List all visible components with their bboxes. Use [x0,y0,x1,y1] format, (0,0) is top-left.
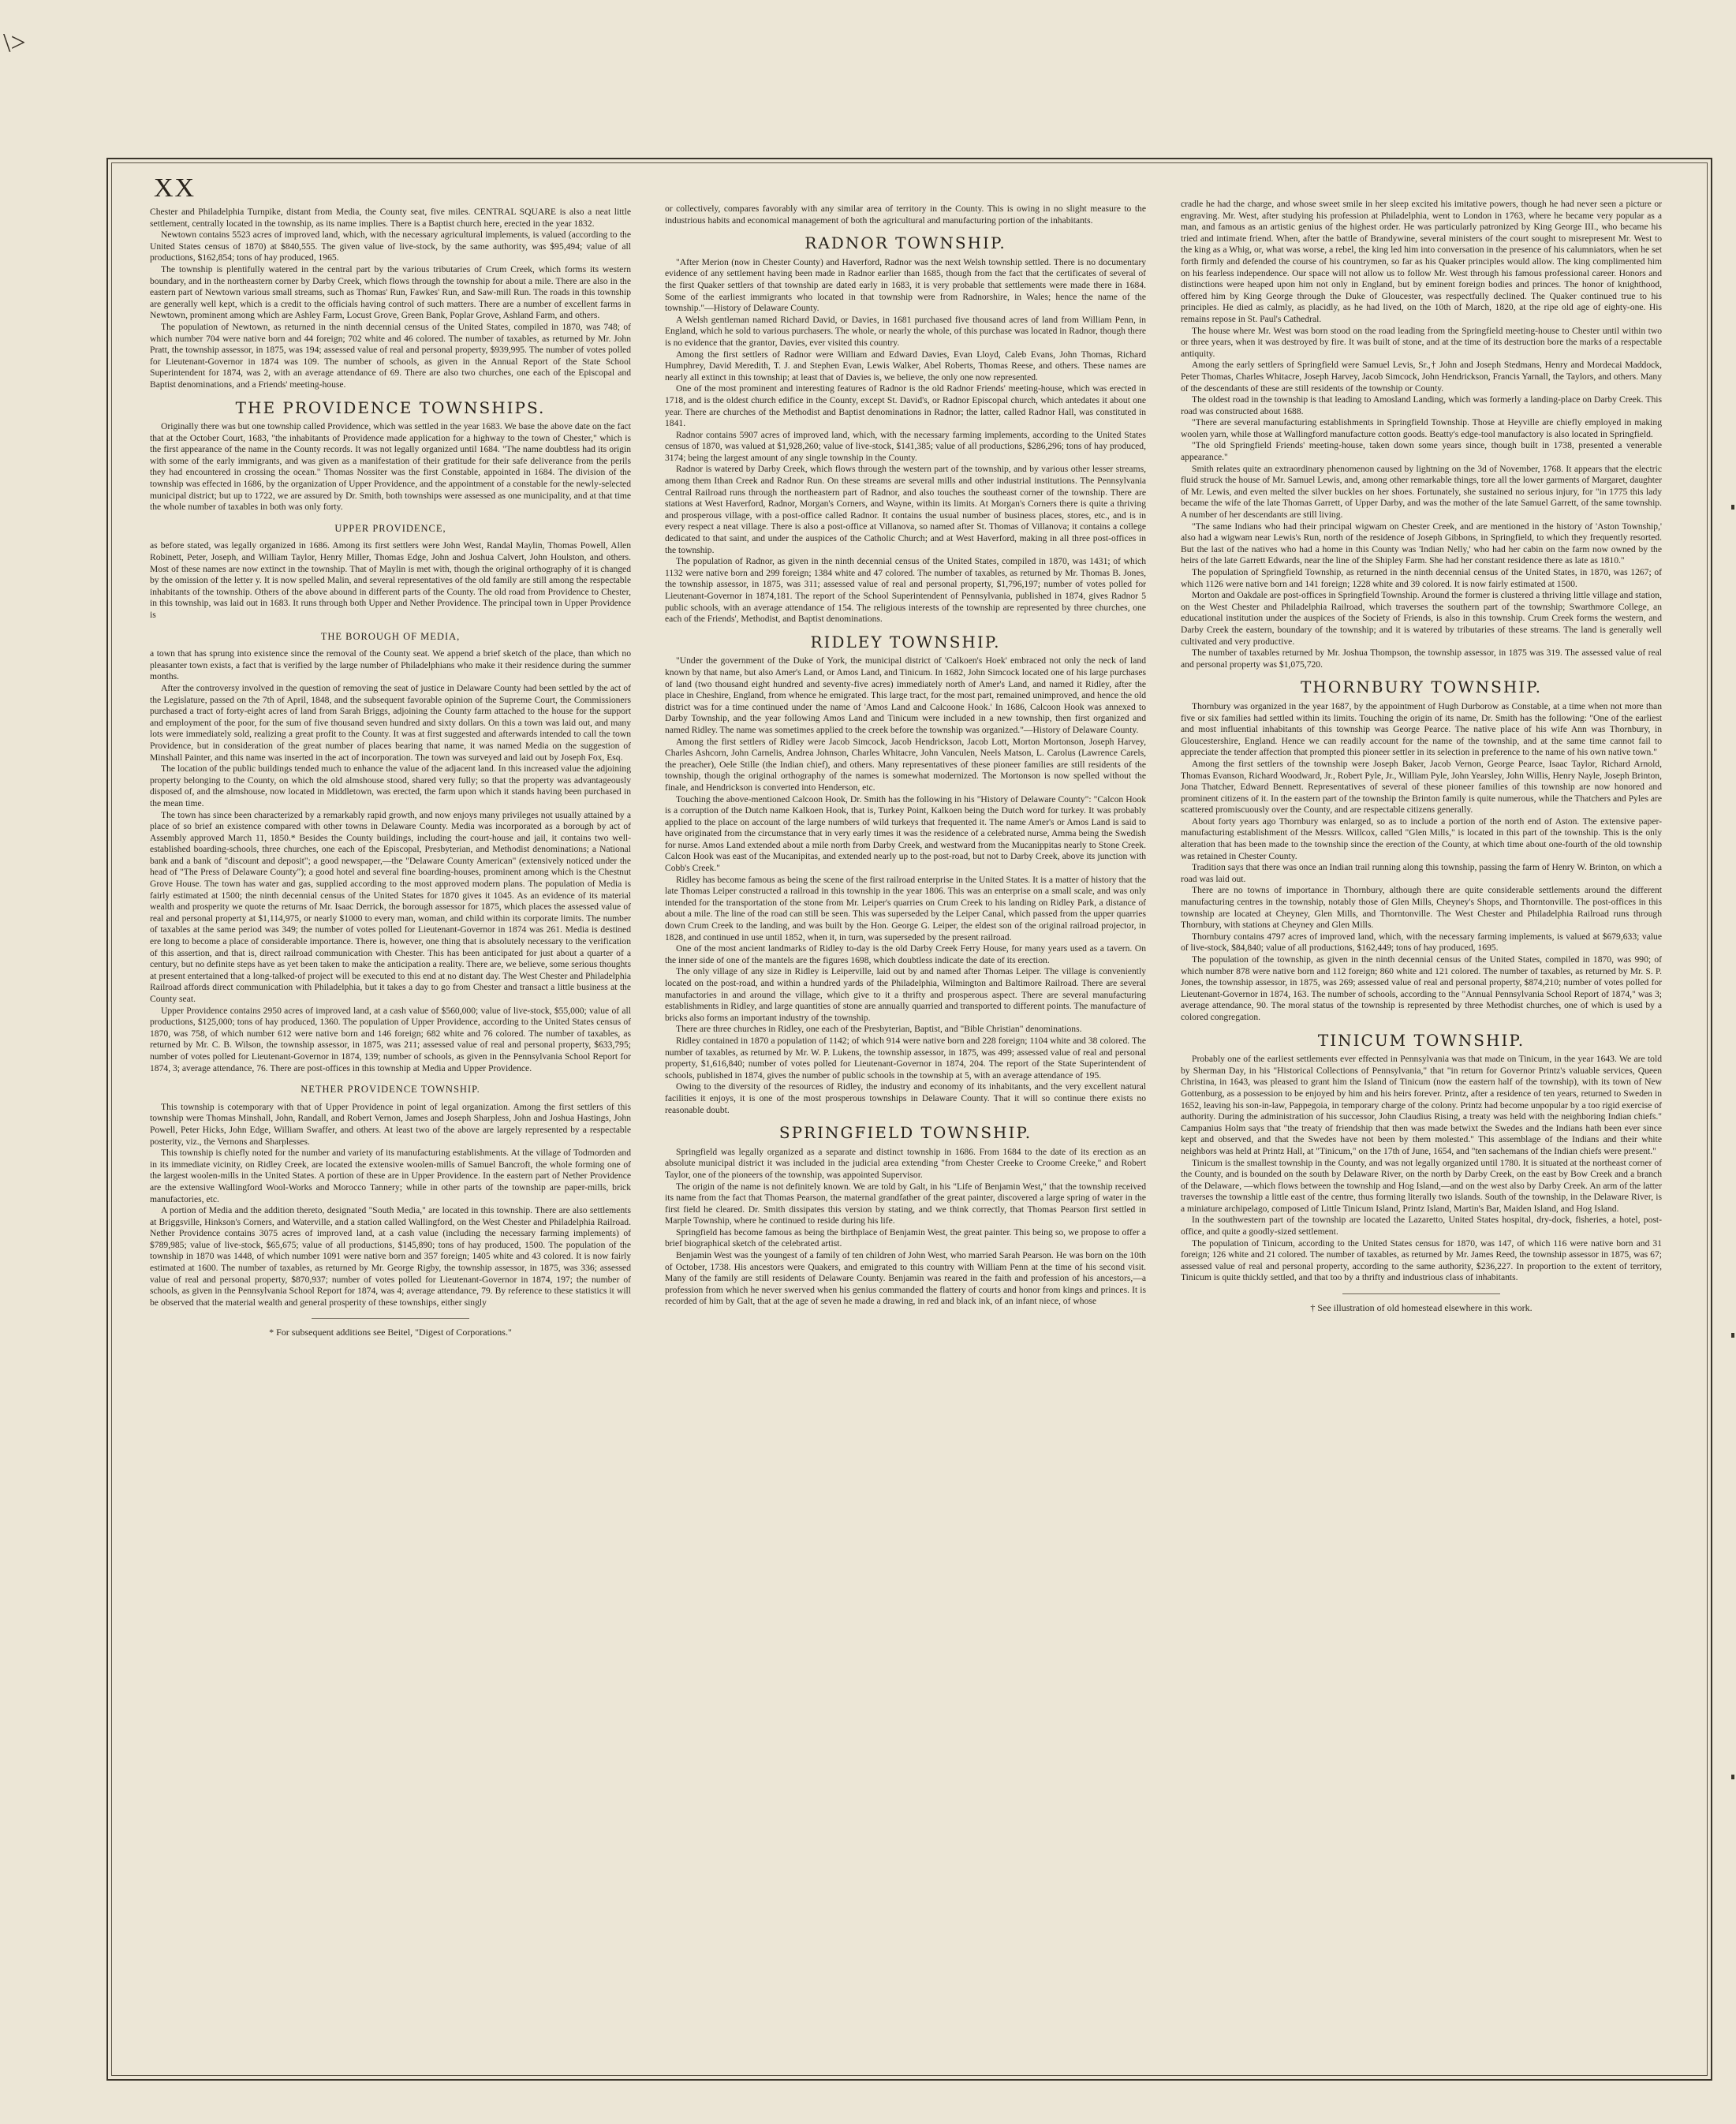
column-2 [665,203,1146,2018]
column-3 [1181,199,1662,2013]
paragraph: "After Merion (now in Chester County) and Haverford, Radnor was the next Welsh township settled. There is no documentary evidence of any settlement having been made in Radnor earlier than 1685, though from the fact that the certificates of several of the first Quaker settlers of that township are dated early in 1683, it is very probable that settlements were made there in 1684. Some of the earliest immigrants who located in that township were from Radnorshire, in Wales; hence the name of the township."—History of Delaware County. [665,256,1146,314]
column-1 [150,207,631,2021]
paragraph: Newtown contains 5523 acres of improved land, which, with the necessary agricultural implements, is valued (according to the United States census of 1870) at $840,555. The given value of live-stock, by the same authority, was $95,494; value of all productions, $162,854; tons of hay produced, 1965. [150,230,631,263]
paragraph: The town has since been characterized by a remarkably rapid growth, and now enjoys many privileges not usually attained by a place of so brief an existence compared with other towns in Delaware County. Media was incorporated as a borough by act of Assembly approved March 11, 1850.* Besides the County buildings, including the court-house and jail, it contains two well-established boarding-schools, three churches, one each of the Episcopal, Presbyterian, and Methodist denominations; a National bank and a bank of "discount and deposit"; a good newspaper,—the "Delaware County American" (extensively noticed under the head of "The Press of Delaware County"); a good hotel and several fine boarding-houses, prominent among which is the Chestnut Grove House. The town has water and gas, supplied according to the most approved modern plans. The population of Media is fairly estimated at 1500; the ninth decennial census of the United States for 1870 gives it 1045. As an evidence of its material wealth and prosperity we quote the returns of Mr. Isaac Derrick, the borough assessor for 1875, which places the assessed value of real and personal property at $1,114,975, or nearly $1000 to every man, woman, and child within its corporate limits. The number of taxables at the same period was 349; the number of votes polled for Lieutenant-Governor in 1874 was 261. Media is destined ere long to become a place of considerable importance. There is, however, one thing that is absolutely necessary to the verification of this assertion, and that is, direct railroad communication with Chester. This has been anticipated for just about a quarter of a century, but no definite steps have as yet been taken to make the anticipation a reality. There are, we believe, some serious thoughts at present entertained that a long-talked-of project will be executed to this end at no distant day. The West Chester and Philadelphia Railroad affords direct communication with Philadelphia, but it takes a day to go from Chester and transact a little business at the County seat. [150,809,631,1004]
paragraph: The township is plentifully watered in the central part by the various tributaries of Crum Creek, which forms its western boundary, and in the northeastern corner by Darby Creek, which flows through the township for about a mile. There are also in the eastern part of Newtown various small streams, such as Thomas' Run, Fawkes' Run, and Saw-mill Run. The roads in this township are generally well kept, which is a credit to the officials having control of such matters. There are a number of excellent farms in Newtown, prominent among which are Ashley Farm, Locust Grove, Green Bank, Poplar Grove, Ashland Farm, and others. [150,263,631,321]
paragraph: One of the most ancient landmarks of Ridley to-day is the old Darby Creek Ferry House, for many years used as a tavern. On the inner side of one of the mantels are the figures 1698, which doubtless indicate the date of its erection. [665,943,1146,965]
paragraph: or collectively, compares favorably with any similar area of territory in the County. This is owing in no slight measure to the industrious habits and economical management of both the agricultural and manufacturing portion of the inhabitants. [665,203,1146,226]
paragraph: Tradition says that there was once an Indian trail running along this township, passing the farm of Henry W. Brinton, on which a road was laid out. [1181,862,1662,884]
paragraph: The only village of any size in Ridley is Leiperville, laid out by and named after Thomas Leiper. The village is conveniently located on the post-road, and within a hundred yards of the Philadelphia, Wilmington and Baltimore Railroad. There are several manufactories in and around the village, which give to it a thrifty and prosperous aspect. There are several manufacturing establishments in Ridley, and large quantities of stone are annually quarried and transported to different points. The manufacture of bricks also forms an important industry of the township. [665,966,1146,1023]
paragraph: Among the first settlers of Radnor were William and Edward Davies, Evan Lloyd, Caleb Evans, John Thomas, Richard Humphrey, David Meredith, T. J. and Stephen Evan, Lewis Walker, Abel Roberts, Thomas Reese, and others. These names are nearly all extinct in this township; at least that of Davies is, we believe, the only one now represented. [665,349,1146,383]
paragraph: Radnor contains 5907 acres of improved land, which, with the necessary farming implements, according to the United States census of 1870, was valued at $1,928,260; value of live-stock, $141,385; value of all productions, $286,296; tons of hay produced, 3174; being the largest amount of any single township in the County. [665,429,1146,463]
paragraph: Benjamin West was the youngest of a family of ten children of John West, who married Sarah Pearson. He was born on the 10th of October, 1738. His ancestors were Quakers, and emigrated to this country with William Penn at the time of his second visit. Many of the family are still residents of Delaware County. Benjamin was reared in the faith and profession of his ancestors,—a profession from which he never swerved when his genius commanded the flattery of courts and honor from kings and princes. It is recorded of him by Galt, that at the age of seven he made a drawing, in red and black ink, of an infant niece, of whose [665,1250,1146,1307]
paragraph: There are no towns of importance in Thornbury, although there are quite considerable settlements around the different manufacturing centres in the township, notably those of Glen Mills, Cheyney's Shops, and Thorntonville. The post-offices in this township are located at Cheyney, Glen Mills, and Thorntonville. The West Chester and Philadelphia Railroad runs through Thornbury, with stations at Cheyney and Glen Mills. [1181,885,1662,931]
paragraph: Among the first settlers of the township were Joseph Baker, Jacob Vernon, George Pearce, Isaac Taylor, Richard Arnold, Thomas Evanson, Richard Woodward, Jr., Robert Pyle, Jr., William Pyle, John Yearsley, John Willis, Henry Nayle, Joseph Brinton, Jona Thatcher, Edward Bennett. Representatives of several of these pioneer families of this township are now honored and prominent citizens of it. In the eastern part of the township the Brinton family is quite numerous, while the Thatchers and Pyles are scattered promiscuously over the County, and are respectable citizens generally. [1181,758,1662,816]
paragraph: One of the most prominent and interesting features of Radnor is the old Radnor Friends' meeting-house, which was erected in 1718, and is the oldest church edifice in the County, except St. David's, or Radnor Episcopal church, which antedates it about one year. There are churches of the Methodist and Baptist denominations in Radnor; the latter, called Radnor Hall, was constituted in 1841. [665,383,1146,429]
paragraph: Morton and Oakdale are post-offices in Springfield Township. Around the former is clustered a thriving little village and station, on the West Chester and Philadelphia Railroad, which traverses the southern part of the township; Swarthmore College, an educational institution under the auspices of the Society of Friends, is also in this township. Crum Creek forms the western, and Darby Creek the eastern, boundary of the township; and it is watered by tributaries of these streams. The land is generally well cultivated and very productive. [1181,590,1662,647]
margin-mark [1731,505,1734,510]
paragraph: cradle he had the charge, and whose sweet smile in her sleep excited his imitative powers, though he had never seen a picture or engraving. Mr. West, after studying his profession at Philadelphia, went to London in 1763, where he became very popular as a man, and famous as an artistic genius of the highest order. He was particularly patronized by King George III., who became his tried and intimate friend. When, after the battle of Brandywine, several ministers of the court sought to misrepresent Mr. West to the king as a Whig, or, what was worse, a rebel, the king led him into conversation in the presence of his calumniators, when he set forth firmly and defended the course of his countrymen, so far as his Quaker principles would allow. The king complimented him on his fearless independence. Our space will not allow us to follow Mr. West through his famous professional career. Honors and distinctions were heaped upon him not only in England, but by eminent foreign bodies and princes. The honor of knighthood, offered him by King George through the Duke of Gloucester, was respectfully declined. The Quaker continued true to his principles. He died as calmly, as placidly, as he had lived, on the 10th of March, 1820, at the ripe old age of eighty-one. His remains repose in St. Paul's Cathedral. [1181,199,1662,324]
section-heading: THE PROVIDENCE TOWNSHIPS. [235,398,546,417]
paragraph: Tinicum is the smallest township in the County, and was not legally organized until 1780. It is situated at the northeast corner of the County, and is bounded on the south by Delaware River, on the north by Darby Creek, on the east by Bow Creek and a branch of the Delaware, —which flows between the township and Hog Island,—and on the west also by Darby Creek. An arm of the latter traverses the township a little east of the centre, thus forming literally two islands. South of the township, in the Delaware River, is a miniature archipelago, composed of Little Tinicum Island, Printz Island, Martin's Bar, Maiden Island, and Hog Island. [1181,1157,1662,1214]
paragraph: Originally there was but one township called Providence, which was settled in the year 1683. We base the above date on the fact that at the October Court, 1683, "the inhabitants of Providence made application for a highway to the town of Chester," which is the first appearance of the name in the County records. It was not legally organized until 1684. "The name doubtless had its origin with some of the early immigrants, and was given as a manifestation of their gratitude for their safe deliverance from the perils they had encountered in crossing the ocean." Thomas Nossiter was the first Constable, appointed in 1684. The division of the township was effected in 1686, by the organization of Upper Providence, and the appointment of a constable for the newly-selected municipal district; but up to 1722, we are assured by Dr. Smith, both townships were assessed as one municipality, and at that time the whole number of taxables in both was only forty. [150,421,631,513]
paragraph: The population of Tinicum, according to the United States census for 1870, was 147, of which 116 were native born and 31 foreign; 126 white and 21 colored. The number of taxables, as returned by Mr. James Reed, the township assessor in 1875, was 67; assessed value of real and personal property, according to the same authority, $236,227. In proportion to the extent of territory, Tinicum is quite thickly settled, and that too by a thrifty and industrious class of inhabitants. [1181,1237,1662,1283]
paragraph: as before stated, was legally organized in 1686. Among its first settlers were John West, Randal Maylin, Thomas Powell, Allen Robinett, Peter, Joseph, and William Taylor, Henry Miller, Thomas Edge, John and Joshua Calvert, John Houlston, and others. Most of these names are now extinct in the township. That of Maylin is met with, though the original orthography of it is changed by the omission of the letter y. It is now spelled Malin, and several representatives of the old family are still among the respectable inhabitants of the township. Others of the above abound in different parts of the County. The old road from Providence to Chester, in this township, was laid out in 1683. It runs through both Upper and Nether Providence. The principal town in Upper Providence is [150,540,631,620]
paragraph: This township is cotemporary with that of Upper Providence in point of legal organization. Among the first settlers of this township were Thomas Minshall, John, Randall, and Robert Vernon, James and Joseph Sharpless, John and Joshua Hastings, John Powell, Peter Hicks, John Edge, William Swaffer, and others. At least two of the above are largely represented by a respectable posterity, viz., the Vernons and Sharplesses. [150,1101,631,1147]
paragraph: About forty years ago Thornbury was enlarged, so as to include a portion of the north end of Aston. The extensive paper-manufacturing establishment of the Messrs. Willcox, called "Glen Mills," is located in this part of the township. This is the only alteration that has been made to the township since the erection of the County, at which time about one-fourth of the old township was retained in Chester County. [1181,816,1662,861]
paragraph: Springfield was legally organized as a separate and distinct township in 1686. From 1684 to the date of its erection as an absolute municipal district it was included in the judicial area extending "from Chester Creeke to Croome Creeke," and Robert Taylor, one of the pioneers of the township, was appointed Supervisor. [665,1146,1146,1180]
paragraph: The population of Radnor, as given in the ninth decennial census of the United States, compiled in 1870, was 1431; of which 1132 were native born and 299 foreign; 1384 white and 47 colored. The number of taxables, as returned by Mr. Thomas B. Jones, the township assessor, in 1875, was 311; assessed value of real and personal property, $1,796,197; number of votes polled for Lieutenant-Governor in 1874,181. The report of the School Superintendent of Pennsylvania, published in 1874, gives Radnor 5 public schools, with an average attendance of 154. The religious interests of the township are represented by three churches, one each of the Friends', Methodist, and Baptist denominations. [665,556,1146,625]
corner-mark: \> [3,28,26,58]
paragraph: Smith relates quite an extraordinary phenomenon caused by lightning on the 3d of November, 1768. It appears that the electric fluid struck the house of Mr. Samuel Lewis, and, among other remarkable things, tore all the lower garments of Margaret, daughter of Mr. Lewis, and even melted the silver buckles on her shoes. Fortunately, she sustained no serious injury, for "in 1775 this lady became the wife of the late Thomas Garrett, of Upper Darby, and was the mother of the late Samuel Garrett, of the same township. A number of her descendants are still living. [1181,463,1662,521]
section-heading: RIDLEY TOWNSHIP. [810,632,1001,651]
paragraph: The oldest road in the township is that leading to Amosland Landing, which was formerly a landing-place on Darby Creek. This road was constructed about 1688. [1181,394,1662,416]
paragraph: a town that has sprung into existence since the removal of the County seat. We append a brief sketch of the place, than which no pleasanter town exists, a fact that is verified by the large number of Philadelphians who make it their residence during the summer months. [150,648,631,682]
section-heading: TINICUM TOWNSHIP. [1317,1030,1525,1050]
paragraph: The house where Mr. West was born stood on the road leading from the Springfield meeting-house to Chester until within two or three years, when it was destroyed by fire. It was built of stone, and at the time of its destruction bore the marks of a respectable antiquity. [1181,325,1662,359]
paragraph: In the southwestern part of the township are located the Lazaretto, United States hospital, dry-dock, fisheries, a hotel, post-office, and quite a goodly-sized settlement. [1181,1215,1662,1237]
page-number: XX [154,174,196,203]
paragraph: The origin of the name is not definitely known. We are told by Galt, in his "Life of Benjamin West," that the township received its name from the fact that Thomas Pearson, the maternal grandfather of the great painter, discovered a large spring of water in the first field he cleared. Dr. Smith dissipates this version by stating, and we think correctly, that Thomas Pearson first settled in Marple Township, where he continued to reside during his life. [665,1181,1146,1226]
section-heading: RADNOR TOWNSHIP. [805,233,1006,253]
paragraph: The number of taxables returned by Mr. Joshua Thompson, the township assessor, in 1875 was 319. The assessed value of real and personal property was $1,075,720. [1181,648,1662,670]
footnote-rule [1342,1293,1500,1294]
section-heading: THORNBURY TOWNSHIP. [1301,678,1542,697]
footnote-rule [312,1318,469,1319]
section-heading: SPRINGFIELD TOWNSHIP. [778,1123,1032,1143]
paragraph: Springfield has become famous as being the birthplace of Benjamin West, the great painter. This being so, we propose to offer a brief biographical sketch of the celebrated artist. [665,1226,1146,1249]
paragraph: The population of Newtown, as returned in the ninth decennial census of the United States, compiled in 1870, was 748; of which number 704 were native born and 44 foreign; 702 white and 46 colored. The number of taxables, as returned by Mr. John Pratt, the township assessor, in 1875, was 194; assessed value of real and personal property, $939,995. The number of votes polled for Lieutenant-Governor in 1874 was 109. The number of schools, as given in the Annual Report of the State School Superintendent for 1874, was 2, with an average attendance of 69. There are also two churches, one each of the Episcopal and Baptist denominations, and a Friends' meeting-house. [150,321,631,390]
footnote: † See illustration of old homestead elsewhere in this work. [1310,1302,1533,1314]
paragraph: "The old Springfield Friends' meeting-house, taken down some years since, though built in 1738, presented a venerable appearance." [1181,440,1662,463]
paragraph: Among the early settlers of Springfield were Samuel Levis, Sr.,† John and Joseph Stedmans, Henry and Mordecai Maddock, Peter Thomas, Charles Whitacre, Joseph Harvey, Jacob Simcock, John Hendrickson, Francis Yarnall, the Taylors, and others. Many of the descendants of these are still residents of the township or County. [1181,360,1662,394]
paragraph: Radnor is watered by Darby Creek, which flows through the western part of the township, and by various other lesser streams, among them Ithan Creek and Radnor Run. On these streams are several mills and other industrial institutions. The Pennsylvania Central Railroad runs through the northeastern part of Radnor, and also touches the southeast corner of the township. There are stations at West Haverford, Radnor, Morgan's Corners, and Wayne, within its limits. At Morgan's Corners there is quite a thriving and prosperous village, with a post-office called Radnor. It contains the usual number of business places, stores, etc., and is in every respect a neat village. There is also a post-office at Villanova, so named after St. Thomas of Villanova; it contains a college dedicated to that saint, and under the auspices of the Catholic Church; and at West Haverford, making in all three post-offices in the township. [665,464,1146,555]
subsection-heading: NETHER PROVIDENCE TOWNSHIP. [301,1084,480,1096]
subsection-heading: THE BOROUGH OF MEDIA, [320,630,461,642]
subsection-heading: UPPER PROVIDENCE, [334,522,446,534]
paragraph: A Welsh gentleman named Richard David, or Davies, in 1681 purchased five thousand acres of land from William Penn, in England, which he sold to various purchasers. The whole, or nearly the whole, of this purchase was located in Radnor, though there is no evidence that the grantor, Davies, ever visited this country. [665,314,1146,348]
footnote: * For subsequent additions see Beitel, "Digest of Corporations." [269,1327,512,1338]
paragraph: Touching the above-mentioned Calcoon Hook, Dr. Smith has the following in his "History of Delaware County": "Calcon Hook is a corruption of the Dutch name Kalkoen Hook, that is, Turkey Point, Kalkoen being the Dutch word for turkey. It was probably applied to the place on account of the large numbers of wild turkeys that frequented it. The name Amer's or Amos Land is said to have originated from the circumstance that in very early times it was the residence of a celebrated nurse, Amma being the Swedish for nurse. Amos Land extended about a mile north from Darby Creek, and westward from the Mucanippitas nearly to Stone Creek. Calcon Hook was east of the Mucanipitas, and extended nearly up to the post-road, but not to Darby Creek, above its junction with Cobb's Creek." [665,793,1146,874]
paragraph: "Under the government of the Duke of York, the municipal district of 'Calkoen's Hoek' embraced not only the neck of land known by that name, but also Amer's Land, or Amos Land, and Tinicum. In 1682, John Simcock located one of his large purchases of land (two thousand eight hundred and seventy-five acres) immediately north of Amer's Land, and named it Ridley, after the place in Cheshire, England, from whence he emigrated. This large tract, for the most part, remained unimproved, and hence the old district was for a time continued under the name of 'Amos Land and Calcoone Hook.' In 1686, Calcoon Hook was annexed to Darby Township, and the year following Amos Land and Tinicum were included in a new township, then first organized and named Ridley. The name was sometimes applied to the creek before the township was organized."—History of Delaware County. [665,655,1146,735]
paragraph: Ridley has become famous as being the scene of the first railroad enterprise in the United States. It is a matter of history that the late Thomas Leiper constructed a railroad in this township in the year 1806. This was an enterprise on a small scale, and was only intended for the transportation of the stone from Mr. Leiper's quarries on Crum Creek to his landing on Ridley Park, a distance of about a mile. The line of the road can still be seen. This was superseded by the Leiper Canal, which passed from the upper quarries down Crum Creek to the landing, and was built by the Hon. George G. Leiper, the eldest son of the original railroad projector, in 1828, and continued in use until 1852, when it, in turn, was superseded by the present railroad. [665,874,1146,943]
paragraph: Upper Providence contains 2950 acres of improved land, at a cash value of $560,000; value of live-stock, $55,000; value of all productions, $125,000; tons of hay produced, 1360. The population of Upper Providence, according to the United States census of 1870, was 758, of which number 612 were native born and 146 foreign; 682 white and 76 colored. The number of taxables, as returned by Mr. C. B. Wilson, the township assessor, in 1875, was 211; assessed value of real and personal property, $633,795; number of votes polled for Lieutenant-Governor in 1874, 139; number of schools, as given in the Pennsylvania School Report for 1874, 3; average attendance, 76. There are post-offices in this township at Media and Upper Providence. [150,1005,631,1073]
paragraph: After the controversy involved in the question of removing the seat of justice in Delaware County had been settled by the act of the Legislature, passed on the 7th of April, 1848, and the subsequent favorable opinion of the Supreme Court, the Commissioners purchased a tract of forty-eight acres of land from Sarah Briggs, adjoining the County farm attached to the house for the support and employment of the poor, for the sum of five thousand seven hundred and sixty dollars. On this a town was laid out, and many lots were immediately sold, realizing a great profit to the County. It was at first suggested and afterwards intended to call the town Providence, but in consideration of the great number of places bearing that name, it was named Media on the suggestion of Minshall Painter, and this name was inserted in the act of incorporation. The town was surveyed and laid out by Joseph Fox, Esq. [150,682,631,763]
paragraph: Thornbury contains 4797 acres of improved land, which, with the necessary farming implements, is valued at $679,633; value of live-stock, $84,840; value of all productions, $162,449; tons of hay produced, 1695. [1181,931,1662,954]
paragraph: Chester and Philadelphia Turnpike, distant from Media, the County seat, five miles. CENTRAL SQUARE is also a neat little settlement, centrally located in the township, as its name implies. There is a Baptist church here, erected in the year 1832. [150,207,631,229]
paragraph: Ridley contained in 1870 a population of 1142; of which 914 were native born and 228 foreign; 1104 white and 38 colored. The number of taxables, as returned by Mr. W. P. Lukens, the township assessor, in 1875, was 499; assessed value of real and personal property, $1,616,840; number of votes polled for Lieutenant-Governor in 1874, 204. The report of the State Superintendent of schools, published in 1874, gives the number of public schools in the township at 5, with an average attendance of 195. [665,1035,1146,1081]
margin-mark [1731,1775,1734,1779]
paragraph: The location of the public buildings tended much to enhance the value of the adjacent land. In this increased value the adjoining property belonging to the County, on which the old almshouse stood, shared very fully; so that the property was advantageously disposed of, and the almshouse, now located in Middletown, was erected, the farm upon which it stands having been purchased in the mean time. [150,763,631,808]
margin-mark [1731,1333,1734,1338]
paragraph: Among the first settlers of Ridley were Jacob Simcock, Jacob Hendrickson, Jacob Lott, Morton Mortonson, Joseph Harvey, Charles Ashcorn, John Carnelis, Andrea Johnson, Charles Whitacre, John Vanculen, Neels Matson, L. Carolus (Lawrence Carels, the preacher), Oele Stille (the Indian chief), and others. Many representatives of these pioneer families are still residents of the township, though the original orthography of the names is somewhat modernized. The Mortonson is now spelled without the finale, and Hendrickson is converted into Henderson, etc. [665,736,1146,793]
paragraph: Owing to the diversity of the resources of Ridley, the industry and economy of its inhabitants, and the very excellent natural facilities it enjoys, it is one of the most prosperous townships in Delaware County. That it will so continue there exists no reasonable doubt. [665,1081,1146,1115]
paragraph: "The same Indians who had their principal wigwam on Chester Creek, and are mentioned in the history of 'Aston Township,' also had a wigwam near Lewis's Run, north of the residence of Joseph Gibbons, in Springfield, to which they frequently resorted. But the last of the natives who had a home in this County was 'Indian Nelly,' who had her cabin on the farm now owned by the heirs of the late Garrett Edwards, near the line of the Shipley Farm. She had her constant residence there as late as 1810." [1181,521,1662,566]
paragraph: The population of Springfield Township, as returned in the ninth decennial census of the United States, in 1870, was 1267; of which 1126 were native born and 141 foreign; 1228 white and 39 colored. It is now fairly estimated at 1500. [1181,567,1662,589]
paragraph: "There are several manufacturing establishments in Springfield Township. Those at Heyville are chiefly employed in making woolen yarn, while those at Wallingford manufacture cotton goods. Beatty's edge-tool manufactory is also located in Springfield. [1181,417,1662,439]
paragraph: Thornbury was organized in the year 1687, by the appointment of Hugh Durborow as Constable, at a time when not more than five or six families had settled within its limits. Touching the origin of its name, Dr. Smith has the following: "One of the earliest and most influential inhabitants of this township was George Pearce. The native place of his wife Ann was Thornbury, in Gloucestershire, England. Hence we can readily account for the name of the township, and at the same time cannot fail to appreciate the tender affection that prompted this pioneer settler in its selection in preference to the name of his own native town." [1181,700,1662,758]
paragraph: There are three churches in Ridley, one each of the Presbyterian, Baptist, and "Bible Christian" denominations. [676,1024,1082,1035]
paragraph: A portion of Media and the addition thereto, designated "South Media," are located in this township. There are also settlements at Briggsville, Hinkson's Corners, and Waterville, and a station called Wallingford, on the West Chester and Philadelphia Railroad. Nether Providence contains 3075 acres of improved land, at a cash value (including the necessary farming implements) of $789,985; value of live-stock, $65,675; value of all productions, $145,890; tons of hay produced, 1500. The population of the township in 1870 was 1448, of which number 1091 were native born and 357 foreign; 1405 white and 43 colored. It is now fairly estimated at 1600. The number of taxables, as returned by Mr. George Rigby, the township assessor, in 1875, was 336; assessed value of real and personal property, $870,937; number of votes polled for Lieutenant-Governor in 1874, 197; the number of schools, as given in the Pennsylvania School Report for 1874, was 4; average attendance, 79. By reference to these statistics it will be observed that the material wealth and general prosperity of these townships, either singly [150,1205,631,1308]
paragraph: The population of the township, as given in the ninth decennial census of the United States, compiled in 1870, was 990; of which number 878 were native born and 112 foreign; 860 white and 121 colored. The number of taxables, as returned by Mr. S. P. Jones, the township assessor, in 1875, was 269; assessed value of real and personal property, $874,210; number of votes polled for Lieutenant-Governor in 1874, 163. The number of schools, according to the "Annual Pennsylvania School Report of 1874," was 3; average attendance, 90. The moral status of the township is represented by three Methodist churches, one of which is used by a colored congregation. [1181,954,1662,1022]
paragraph: Probably one of the earliest settlements ever effected in Pennsylvania was that made on Tinicum, in the year 1643. We are told by Sherman Day, in his "Historical Collections of Pennsylvania," that "in return for Governor Printz's valuable services, Queen Christina, in 1643, was pleased to grant him the Island of Tinicum (now the eastern half of the township), with its town of New Gottenburg, as a possession to be enjoyed by him and his heirs forever. Printz, after a residence of ten years, returned to Sweden in 1652, leaving his son-in-law, Pappegoia, in temporary charge of the colony. Printz had become unpopular by a too rigid exercise of authority. During the administration of his successor, John Claudius Rising, a treaty was held with the neighboring Indian chiefs." Campanius Holm says that "the treaty of friendship that then was made betwixt the Swedes and the Indians hath been ever since kept and observed, and that the Swedes have not been by them molested." This assemblage of the Indians and their white neighbors was held at Printz Hall, at "Tinicum," on the 17th of June, 1654, and "ten sachemans of the Indian chiefs were present." [1181,1054,1662,1156]
paragraph: This township is chiefly noted for the number and variety of its manufacturing establishments. At the village of Todmorden and in its immediate vicinity, on Ridley Creek, are located the extensive woolen-mills of Samuel Bancroft, the whole forming one of the largest woolen-mills in the United States. A portion of these are in Upper Providence. In the eastern part of Nether Providence are the extensive Wallingford Wool-Works and Morocco Tannery; while in other parts of the township are paper-mills, brick manufactories, etc. [150,1148,631,1204]
